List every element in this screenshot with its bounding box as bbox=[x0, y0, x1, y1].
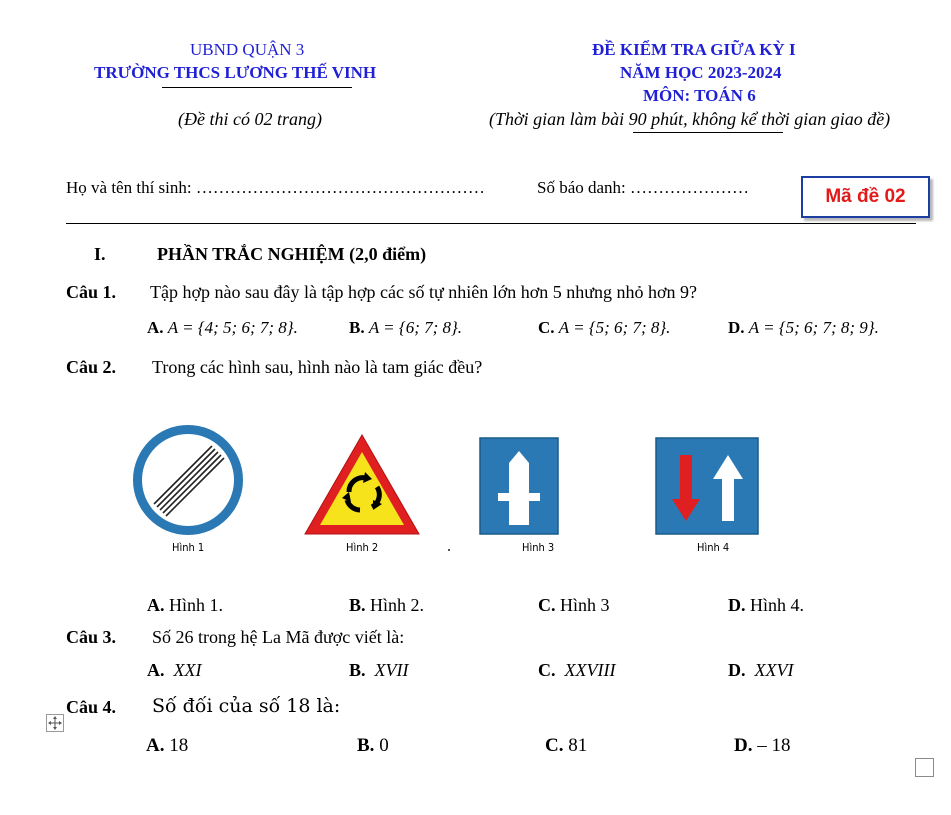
question-4-text: Số đối của số 18 là: bbox=[152, 695, 341, 717]
question-3-text: Số 26 trong hệ La Mã được viết là: bbox=[152, 627, 405, 647]
q3-option-c: C. XXVIII bbox=[538, 660, 616, 680]
q2-option-c: C. Hình 3 bbox=[538, 595, 610, 615]
q2-option-d: D. Hình 4. bbox=[728, 595, 804, 615]
figure-4-two-way-sign bbox=[655, 437, 759, 535]
time-note: (Thời gian làm bài 90 phút, không kể thời gian giao đề) bbox=[489, 109, 891, 129]
figure-2-roundabout-triangle-sign bbox=[302, 432, 422, 538]
school-name: TRƯỜNG THCS LƯƠNG THẾ VINH bbox=[94, 63, 377, 82]
q3-option-b: B. XVII bbox=[349, 660, 409, 680]
exam-code-box: Mã đề 02 bbox=[801, 176, 930, 218]
q2-option-a: A. Hình 1. bbox=[147, 595, 223, 615]
figure-3-caption: Hình 3 bbox=[522, 541, 555, 554]
figure-1-caption: Hình 1 bbox=[172, 541, 205, 554]
q4-option-d: D. – 18 bbox=[734, 735, 791, 756]
section-number: I. bbox=[94, 244, 106, 264]
q4-option-b: B. 0 bbox=[357, 735, 389, 756]
figure-1-no-restriction-sign bbox=[130, 422, 246, 538]
q1-option-a: A. A = {4; 5; 6; 7; 8}. bbox=[147, 318, 298, 337]
q4-option-c: C. 81 bbox=[545, 735, 588, 756]
q1-option-d: D. A = {5; 6; 7; 8; 9}. bbox=[728, 318, 879, 337]
divider bbox=[66, 223, 916, 224]
student-id-field: Số báo danh: ………………… bbox=[537, 178, 750, 197]
figure-4-caption: Hình 4 bbox=[697, 541, 730, 554]
q1-option-b: B. A = {6; 7; 8}. bbox=[349, 318, 463, 337]
question-2-label: Câu 2. bbox=[66, 357, 117, 377]
school-year: NĂM HỌC 2023-2024 bbox=[620, 63, 782, 82]
q4-option-a: A. 18 bbox=[146, 735, 189, 756]
page-count-note: (Đề thi có 02 trang) bbox=[178, 109, 322, 129]
question-2-text: Trong các hình sau, hình nào là tam giác đều? bbox=[152, 357, 483, 377]
figure-3-road-sign bbox=[479, 437, 559, 535]
q1-option-c: C. A = {5; 6; 7; 8}. bbox=[538, 318, 671, 337]
student-name-field: Họ và tên thí sinh: …………………………………………… bbox=[66, 178, 485, 197]
question-1-text: Tập hợp nào sau đây là tập hợp các số tự nhiên lớn hơn 5 nhưng nhỏ hơn 9? bbox=[150, 282, 697, 302]
school-underline bbox=[162, 87, 352, 88]
q2-option-b: B. Hình 2. bbox=[349, 595, 425, 615]
question-4-label: Câu 4. bbox=[66, 697, 117, 717]
q3-option-d: D. XXVI bbox=[728, 660, 794, 680]
table-move-handle-icon[interactable] bbox=[46, 714, 64, 732]
stray-dot bbox=[448, 549, 450, 551]
table-resize-handle[interactable] bbox=[915, 758, 934, 777]
subject: MÔN: TOÁN 6 bbox=[643, 86, 756, 105]
time-underline bbox=[633, 132, 783, 133]
question-3-label: Câu 3. bbox=[66, 627, 117, 647]
section-title: PHẦN TRẮC NGHIỆM (2,0 điểm) bbox=[157, 244, 427, 264]
q3-option-a: A. XXI bbox=[147, 660, 202, 680]
question-1-label: Câu 1. bbox=[66, 282, 117, 302]
department-name: UBND QUẬN 3 bbox=[190, 40, 305, 59]
figure-2-caption: Hình 2 bbox=[346, 541, 379, 554]
exam-title: ĐỀ KIỂM TRA GIỮA KỲ I bbox=[592, 40, 796, 59]
